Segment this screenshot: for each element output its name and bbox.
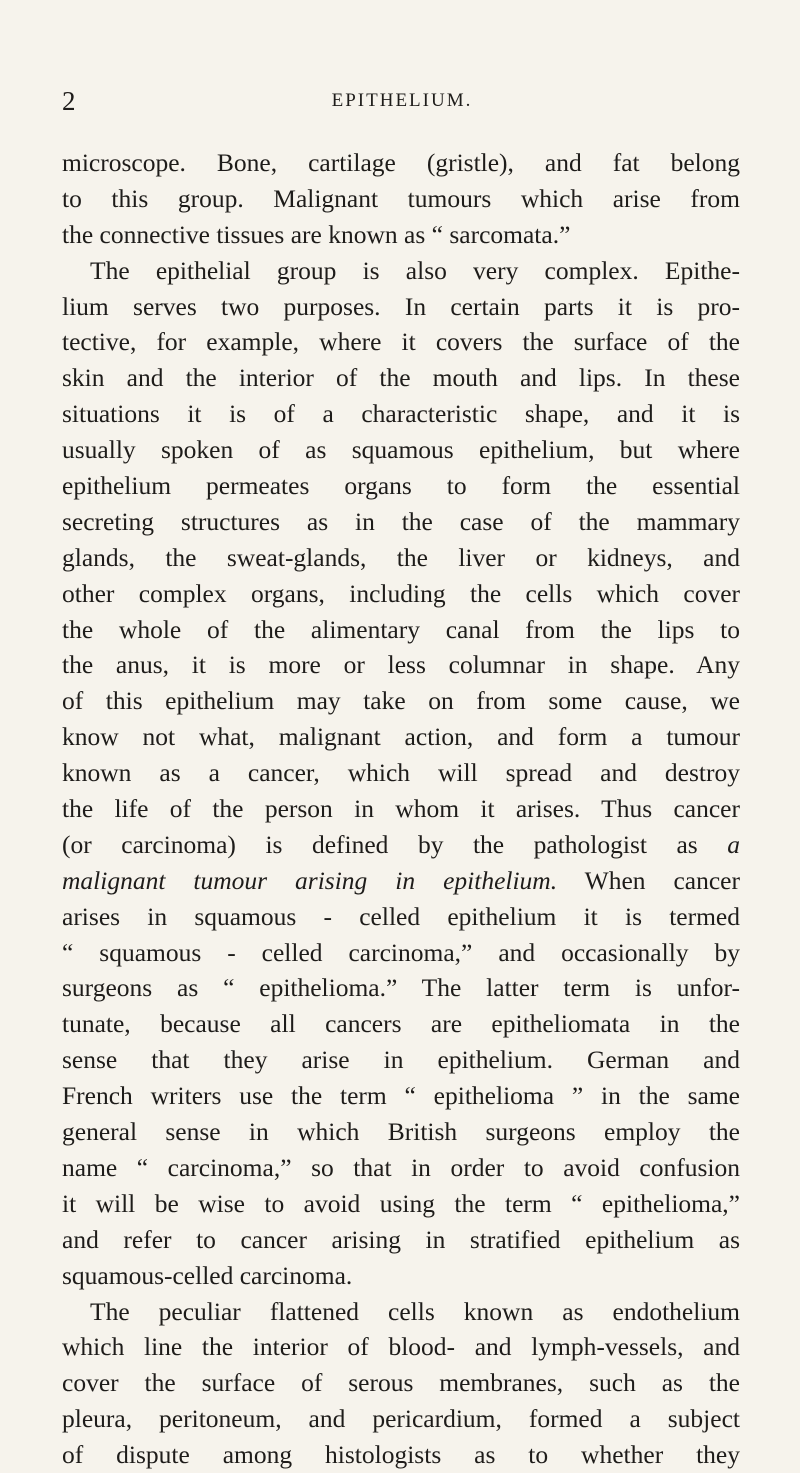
text-line: general sense in which British surgeons employ the (62, 1117, 740, 1147)
text-line: the whole of the alimentary canal from the lips to (62, 614, 740, 644)
text-line (62, 827, 740, 863)
text-line: lium serves two purposes. In certain parts it is pro- (62, 291, 740, 321)
text-line: cover the surface of serous membranes, such as the (62, 1368, 740, 1398)
text-line: known as a cancer, which will spread and destroy (62, 758, 740, 788)
text-line: The peculiar flattened cells known as endothelium (90, 1296, 740, 1326)
text-line: it will be wise to avoid using the term “ epithelioma,” (62, 1188, 740, 1218)
text-line: skin and the interior of the mouth and lips. In these (62, 363, 740, 393)
text-line: situations it is of a characteristic shape, and it is (62, 399, 740, 429)
text-line: secreting structures as in the case of the mammary (62, 506, 740, 536)
text-line (62, 863, 740, 899)
text-line: sense that they arise in epithelium. German and (62, 1045, 740, 1075)
text-line: squamous-celled carcinoma. (62, 1260, 353, 1290)
text-line: epithelium permeates organs to form the essential (62, 471, 740, 501)
text-line: arises in squamous - celled epithelium it is termed (62, 901, 740, 931)
text-line: glands, the sweat-glands, the liver or kidneys, and (62, 542, 740, 572)
text-line: microscope. Bone, cartilage (gristle), and fat belong (62, 148, 740, 177)
text-line: of dispute among histologists as to whether they (62, 1440, 740, 1470)
text-line: which line the interior of blood- and lymph-vessels, and (62, 1332, 740, 1362)
text-fragment: (or carcinoma) is defined by the pathologist as (62, 829, 698, 859)
text-line: “ squamous - celled carcinoma,” and occasionally by (62, 937, 740, 967)
text-line: of this epithelium may take on from some cause, we (62, 686, 740, 716)
running-head: EPITHELIUM. (331, 90, 473, 111)
italic-article: a (727, 829, 741, 859)
italic-definition: malignant tumour arising in epithelium. (62, 865, 558, 895)
text-line: French writers use the term “ epithelioma ” in the same (62, 1081, 740, 1111)
page-number: 2 (62, 86, 76, 116)
text-line: the life of the person in whom it arises. Thus cancer (62, 794, 740, 824)
text-line: know not what, malignant action, and form a tumour (62, 722, 740, 752)
body-text (62, 145, 740, 1473)
text-line: and refer to cancer arising in stratified epithelium as (62, 1224, 740, 1254)
text-line: other complex organs, including the cells which cover (62, 578, 740, 608)
text-fragment: When cancer (584, 865, 740, 895)
text-line: name “ carcinoma,” so that in order to avoid confusion (62, 1152, 740, 1182)
text-line: tunate, because all cancers are epitheliomata in the (62, 1009, 740, 1039)
text-line: the connective tissues are known as “ sarcomata.” (62, 219, 571, 249)
text-line: pleura, peritoneum, and pericardium, formed a subject (62, 1404, 740, 1434)
text-line: tective, for example, where it covers the surface of the (62, 327, 740, 357)
page-header (62, 85, 742, 117)
text-line: usually spoken of as squamous epithelium, but where (62, 435, 740, 465)
text-line: The epithelial group is also very complex. Epithe- (90, 255, 740, 285)
text-line: to this group. Malignant tumours which arise from (62, 183, 740, 213)
text-line: surgeons as “ epithelioma.” The latter term is unfor- (62, 973, 740, 1003)
text-line: the anus, it is more or less columnar in shape. Any (62, 650, 740, 680)
